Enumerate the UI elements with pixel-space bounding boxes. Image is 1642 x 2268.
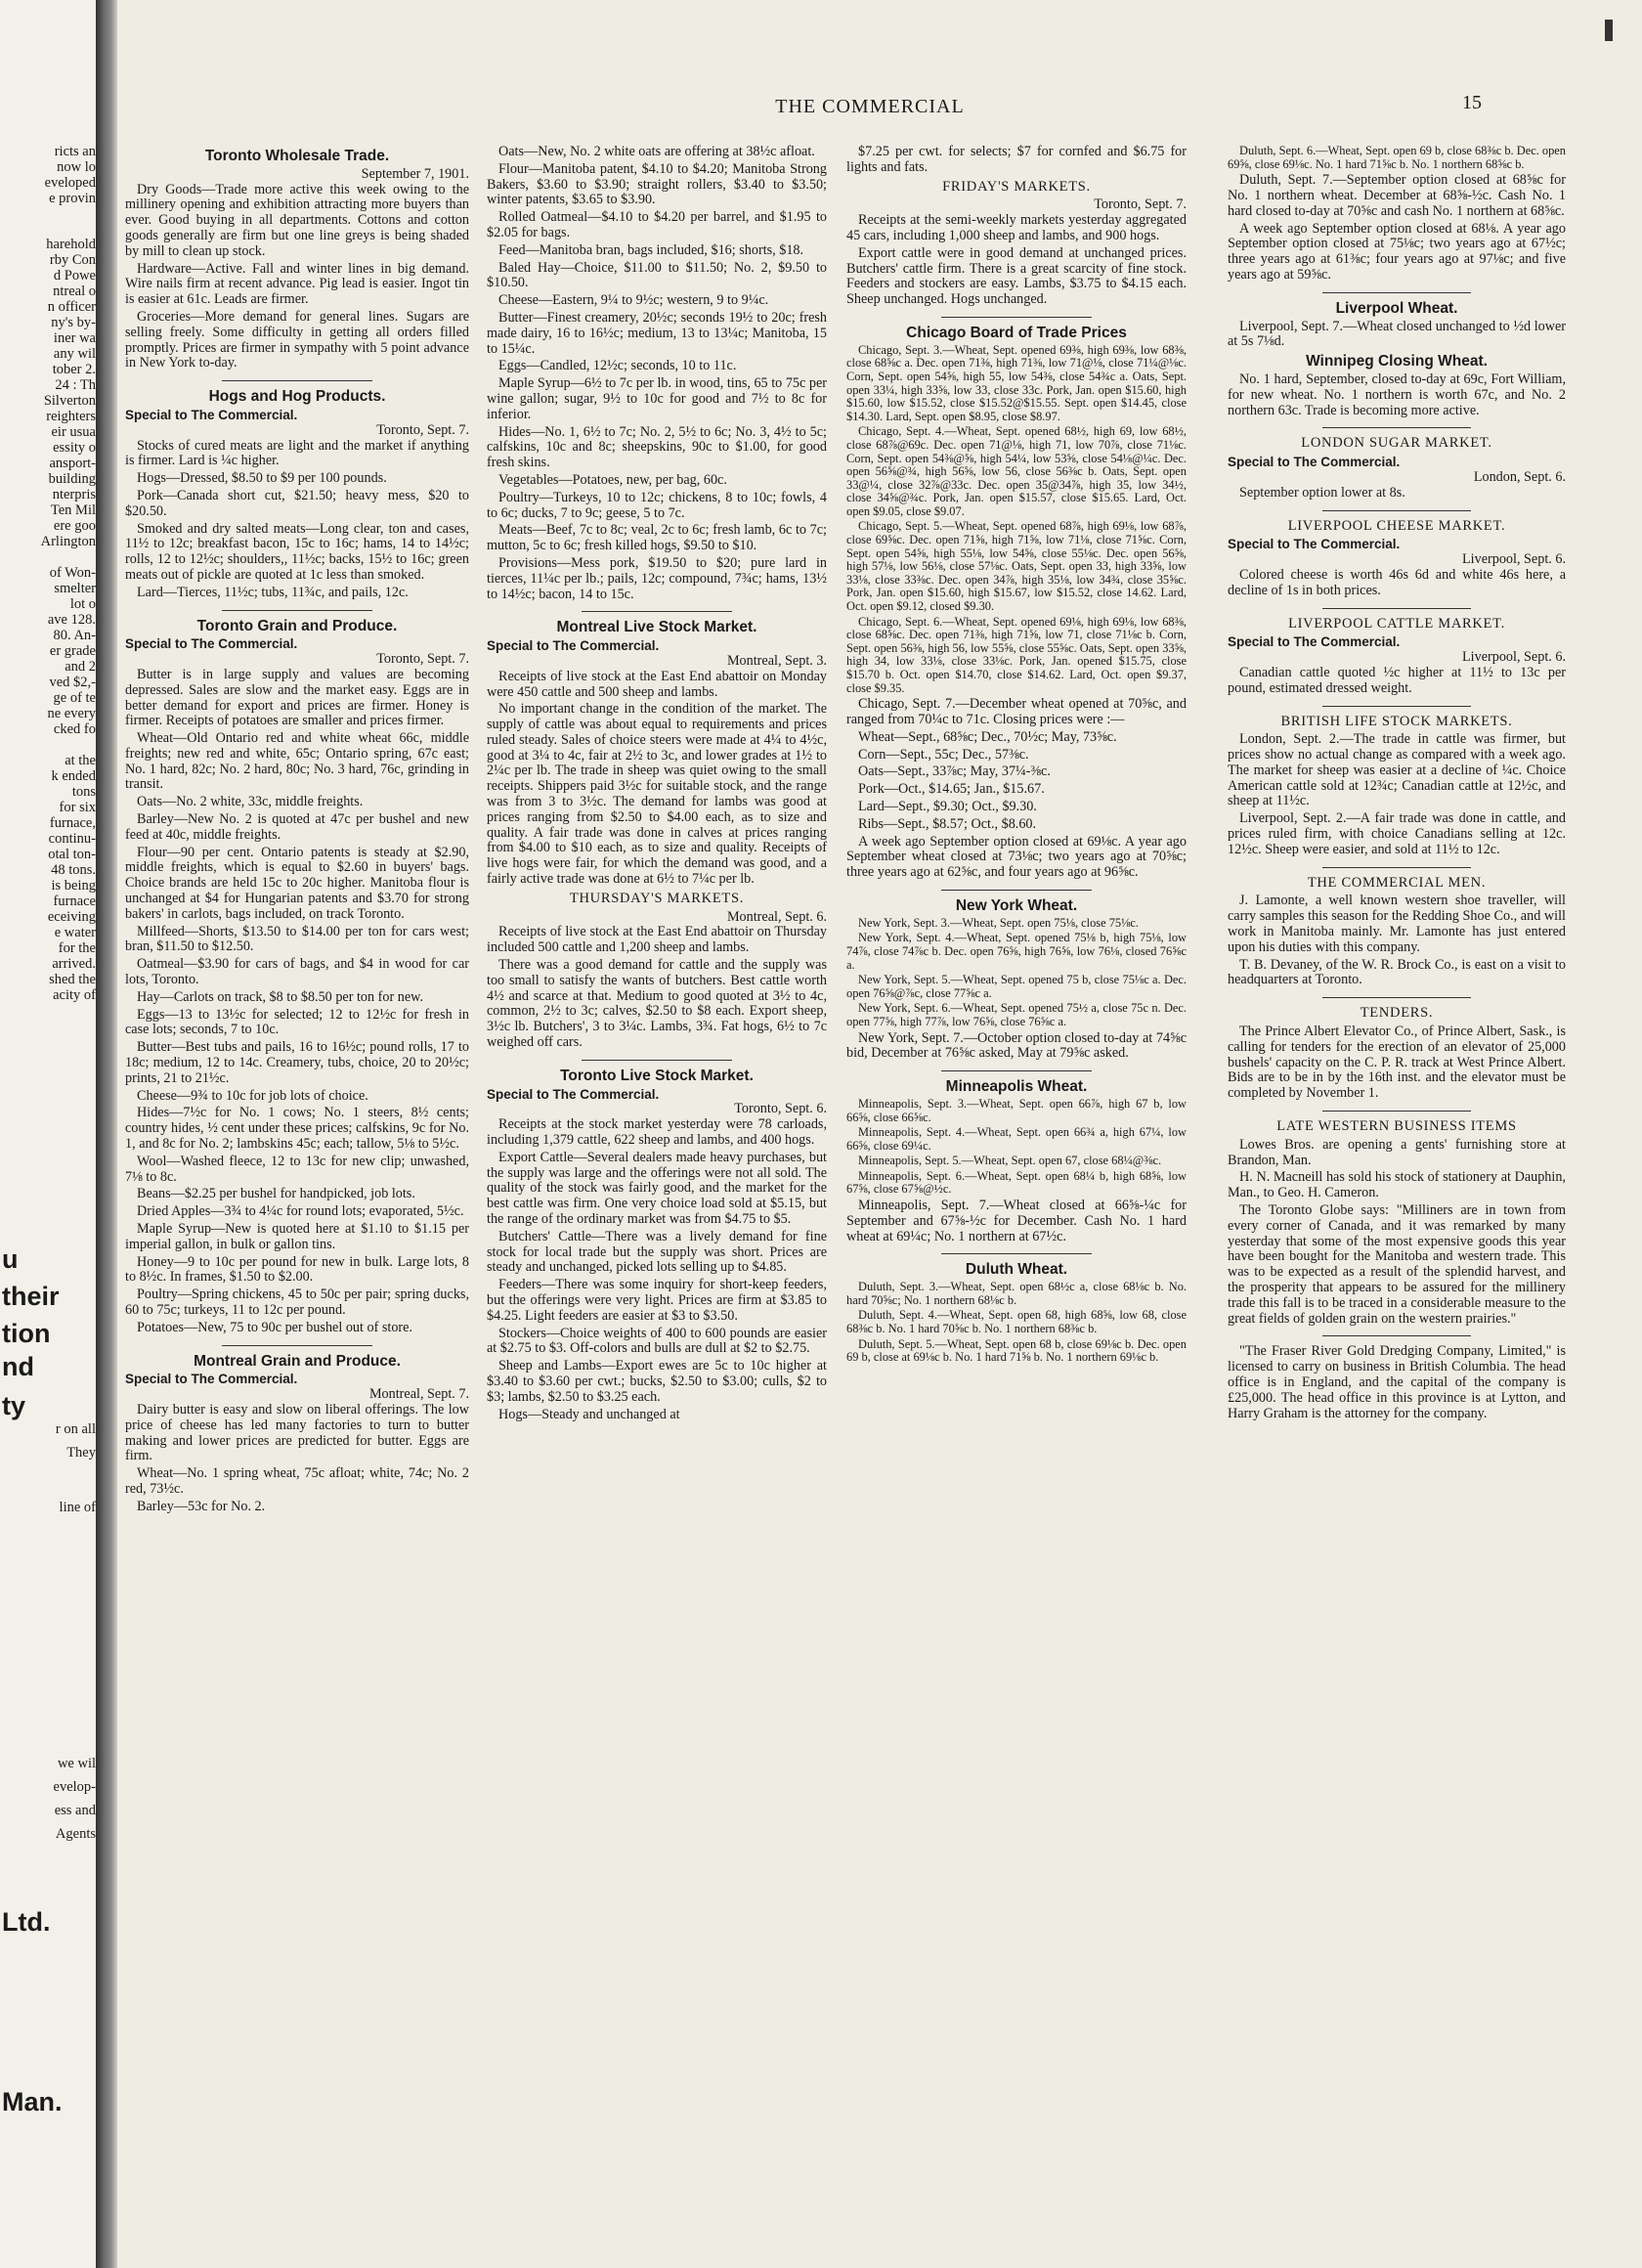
paragraph: Flour—90 per cent. Ontario patents is steady at $2.90, middle freights, which is equal to $2.60 in buyers' bags. Choice brands are held 15c to 20c higher. Manitoba flour is unchanged at $4 for Hungarian patents and $3.70 for strong bakers' in carlots, bags included, on track Toronto.	[125, 844, 469, 922]
strip-text-line: line of	[59, 1500, 96, 1515]
strip-text-line: ricts an	[54, 144, 96, 159]
strip-ad-text: nd	[2, 1352, 34, 1381]
strip-text-line: is being	[51, 878, 96, 894]
dateline: Toronto, Sept. 7.	[376, 651, 469, 668]
paragraph: Pork—Canada short cut, $21.50; heavy mess, $20 to $20.50.	[125, 487, 469, 519]
paragraph: Pork—Oct., $14.65; Jan., $15.67.	[858, 781, 1045, 798]
strip-text-line: furnace	[53, 894, 96, 909]
dateline: September 7, 1901.	[361, 165, 469, 182]
paragraph: Barley—53c for No. 2.	[137, 1498, 266, 1514]
special-line: Special to The Commercial.	[1228, 537, 1401, 552]
paragraph: Butter—Best tubs and pails, 16 to 16½c; pound rolls, 17 to 18c; medium, 12 to 14c. Creamery, tubs, choice, 20 to 20½c; prints, 21 to 21½c.	[125, 1039, 469, 1086]
column-3	[846, 145, 1187, 2232]
section-heading: Liverpool Wheat.	[1335, 299, 1458, 317]
section-heading: New York Wheat.	[955, 896, 1078, 914]
strip-text-line: smelter	[54, 581, 96, 596]
paragraph: Cheese—Eastern, 9¼ to 9½c; western, 9 to 9¼c.	[498, 292, 769, 309]
strip-text-line: tober 2.	[52, 362, 96, 377]
paragraph: Stockers—Choice weights of 400 to 600 pounds are easier at $2.75 to $3. Off-colors and bulls are dull at $2 to $2.75.	[487, 1325, 827, 1357]
dateline: Montreal, Sept. 6.	[726, 908, 827, 925]
market-quote: Duluth, Sept. 6.—Wheat, Sept. open 69 b, close 68⅜c b. Dec. open 69⅝, close 69⅛c. No. 1 hard 71⅝c b. No. 1 northern 68⅝c b.	[1228, 145, 1566, 171]
strip-text-line: at the	[65, 753, 96, 768]
paragraph: Hogs—Steady and unchanged at	[498, 1406, 680, 1422]
paragraph: Hides—No. 1, 6½ to 7c; No. 2, 5½ to 6c; No. 3, 4½ to 5c; calfskins, 10c and 8c; sheepskins, 90c to $1.00, for good fresh skins.	[487, 423, 827, 471]
strip-text-line: Silverton	[43, 393, 96, 409]
paragraph: A week ago September option closed at 69⅛c. A year ago September wheat closed at 73⅛c; two years ago at 70⅝c; three years ago at 62⅝c, and four years ago at 96⅝c.	[846, 833, 1187, 881]
paragraph: H. N. Macneill has sold his stock of stationery at Dauphin, Man., to Geo. H. Cameron.	[1228, 1169, 1566, 1201]
paragraph: Groceries—More demand for general lines. Sugars are selling freely. Some difficulty in getting all orders filled promptly. Prices are firmer in sympathy with 5 point advance in New York to-day.	[125, 308, 469, 371]
dateline: Toronto, Sept. 7.	[376, 421, 469, 438]
strip-text-line: evelop-	[53, 1779, 96, 1795]
section-heading: Duluth Wheat.	[965, 1261, 1068, 1279]
binding-gutter	[96, 0, 117, 2268]
market-quote: Minneapolis, Sept. 3.—Wheat, Sept. open 66⅞, high 67 b, low 66⅝, close 66⅝c.	[846, 1096, 1187, 1124]
paragraph: September option lower at 8s.	[1239, 484, 1405, 501]
strip-text-line: for six	[59, 800, 96, 815]
section-divider	[1322, 1335, 1471, 1336]
special-line: Special to The Commercial.	[487, 638, 660, 654]
dateline: London, Sept. 6.	[1473, 468, 1566, 485]
special-line: Special to The Commercial.	[1228, 634, 1401, 650]
section-divider	[222, 1345, 373, 1346]
strip-text-line: ved $2,-	[49, 675, 96, 690]
section-heading: Hogs and Hog Products.	[208, 388, 386, 406]
section-divider	[1322, 867, 1471, 868]
paragraph: Poultry—Turkeys, 10 to 12c; chickens, 8 to 10c; fowls, 4 to 6c; ducks, 7 to 9c; geese, 5 to 7c.	[487, 489, 827, 521]
section-divider	[222, 380, 373, 381]
page-title: THE COMMERCIAL	[775, 96, 965, 117]
strip-text-line: er grade	[49, 643, 96, 659]
section-heading: FRIDAY'S MARKETS.	[942, 178, 1091, 195]
paragraph: A week ago September option closed at 68⅛. A year ago September option closed at 75⅛c; two years ago at 67½c; three years ago at 61⅜c; four years ago at 97⅛c; and five years ago at 59⅝c.	[1228, 220, 1566, 283]
special-line: Special to The Commercial.	[125, 1372, 298, 1387]
paragraph: Hides—7½c for No. 1 cows; No. 1 steers, 8½ cents; country hides, ½ cent under these prices; calfskins, 9c for No. 1, and 8c for No. 2; lambskins 45c; each; tallow, 5⅛ to 5½c.	[125, 1105, 469, 1153]
paragraph: Millfeed—Shorts, $13.50 to $14.00 per ton for cars west; bran, $11.50 to $12.50.	[125, 923, 469, 955]
strip-ad-text: u	[2, 1244, 19, 1274]
special-line: Special to The Commercial.	[487, 1086, 660, 1102]
dateline: Liverpool, Sept. 6.	[1462, 551, 1566, 568]
section-divider	[941, 1070, 1091, 1071]
market-quote: Chicago, Sept. 3.—Wheat, Sept. opened 69⅜, high 69⅜, low 68⅜, close 68⅝c a. Dec. open 71⅜, high 71⅜, low 71@⅛, close 71¼@⅛c. Corn, Sept. open 54⅝, high 55, low 54⅜, close 54¾c a. Oats, Sept. open 33¼, high 33⅝, low 33, close 33c. Pork, Jan. open $15.60, high $15.60, low $15.52, close $15.52@$15.55. Sept. open $14.45, close $14.30. Lard, Sept. open $8.95, close $8.97.	[846, 342, 1187, 423]
paragraph: Butter is in large supply and values are becoming depressed. Sales are slow and the market easy. Eggs are in better demand for export and prices are firmer. Honey is firmer. Receipts of potatoes are smaller and prices firmer.	[125, 666, 469, 729]
strip-text-line: ge of te	[53, 690, 96, 706]
market-quote: Minneapolis, Sept. 4.—Wheat, Sept. open 66¾ a, high 67¼, low 66⅝, close 69¼c.	[846, 1125, 1187, 1153]
strip-text-line: iner wa	[53, 330, 96, 346]
section-heading: LIVERPOOL CHEESE MARKET.	[1287, 517, 1506, 534]
section-heading: Montreal Live Stock Market.	[556, 619, 757, 636]
paragraph: T. B. Devaney, of the W. R. Brock Co., is east on a visit to headquarters at Toronto.	[1228, 956, 1566, 988]
section-heading: LONDON SUGAR MARKET.	[1301, 435, 1492, 452]
strip-text-line: k ended	[51, 768, 96, 784]
paragraph: Chicago, Sept. 7.—December wheat opened at 70⅝c, and ranged from 70¼c to 71c. Closing prices were :—	[846, 696, 1187, 727]
strip-text-line: cked fo	[53, 721, 96, 737]
strip-text-line: lot o	[69, 596, 96, 612]
paragraph: Receipts of live stock at the East End abattoir on Monday were 450 cattle and 500 sheep and lambs.	[487, 668, 827, 700]
strip-text-line: now lo	[57, 159, 96, 175]
paragraph: Feeders—There was some inquiry for short-keep feeders, but the offerings were very light. Prices are firm at $3.85 to $4.25. Light feeders are easier at $3 to $3.50.	[487, 1277, 827, 1324]
paragraph: Export Cattle—Several dealers made heavy purchases, but the supply was large and the offerings were not all sold. The quality of the stock was fairly good, and the market for the best cattle was firm. One very choice load sold at $5.15, but the range of the ordinary market was from $4.75 to $5.	[487, 1149, 827, 1227]
strip-text-line: furnace,	[49, 815, 96, 831]
strip-text-line: essity o	[53, 440, 96, 456]
strip-text-line: nterpris	[52, 487, 96, 502]
strip-text-line: 48 tons.	[51, 862, 96, 878]
page-number: 15	[1462, 92, 1482, 113]
paragraph: Maple Syrup—6½ to 7c per lb. in wood, tins, 65 to 75c per wine gallon; sugar, 9½ to 10c for good and 7½ to 8c for inferior.	[487, 375, 827, 422]
adjacent-page-strip	[0, 0, 97, 2268]
paragraph: No important change in the condition of the market. The supply of cattle was about equal to requirements and prices ruled steady. Sales of choice steers were made at 4¼ to 4½c, good at 3¼ to 4c, fair at 2½ to 3c, and lower grades at 1½ to 2¼c per lb. The trade in sheep was quiet owing to the small receipts. Shippers paid 3½c for suitable stock, and the range was from 3 to 3½c. The demand for lambs was good at prices ranging from $2.50 to $4.00 each, as to size and quality. A fair trade was done in calves at prices ranging from $4.00 to $10 each, as to size and quality. Receipts of live hogs were fair, for which the demand was good, and a fairly active trade was done at 6½ to 7¼c per lb.	[487, 701, 827, 888]
paragraph: Colored cheese is worth 46s 6d and white 46s here, a decline of 1s in both prices.	[1228, 566, 1566, 598]
strip-text-line: arrived.	[52, 956, 96, 972]
market-quote: New York, Sept. 6.—Wheat, Sept. opened 75½ a, close 75c n. Dec. open 77⅝, high 77⅞, low 76⅝, close 76⅝c a.	[846, 1001, 1187, 1028]
strip-text-line: we wil	[57, 1756, 96, 1771]
dateline: Liverpool, Sept. 6.	[1462, 649, 1566, 666]
section-divider	[1322, 997, 1471, 998]
strip-text-line: rby Con	[49, 252, 96, 268]
paragraph: Ribs—Sept., $8.57; Oct., $8.60.	[858, 815, 1037, 832]
strip-text-line: ntreal o	[53, 284, 96, 299]
strip-ad-text: Man.	[2, 2087, 63, 2116]
paragraph: Export cattle were in good demand at unchanged prices. Butchers' cattle firm. There is a great scarcity of fine stock. Feeders and stockers are easy. Lambs, $3.75 to $4.15 each. Sheep unchanged. Hogs unchanged.	[846, 244, 1187, 308]
strip-text-line: d Powe	[53, 268, 96, 284]
paragraph: Receipts at the semi-weekly markets yesterday aggregated 45 cars, including 1,000 sheep and lambs, and 900 hogs.	[846, 212, 1187, 243]
paragraph: Smoked and dry salted meats—Long clear, ton and cases, 11½ to 12c; breakfast bacon, 15c to 16c; hams, 14 to 14½c; rolls, 12 to 12½c; shoulders,, 11½c; backs, 15½ to 16c; green meats out of pickle are quoted at 1c less than smoked.	[125, 520, 469, 583]
strip-ad-text: their	[2, 1282, 60, 1311]
paragraph: Maple Syrup—New is quoted here at $1.10 to $1.15 per imperial gallon, in bulk or gallon tins.	[125, 1221, 469, 1252]
strip-text-line: any wil	[53, 346, 96, 362]
section-divider	[1322, 706, 1471, 707]
section-heading: Minneapolis Wheat.	[945, 1078, 1088, 1096]
section-heading: Toronto Live Stock Market.	[560, 1067, 754, 1084]
paragraph: Provisions—Mess pork, $19.50 to $20; pure lard in tierces, 11¼c per lb.; pails, 12c; compound, 7¾c; hams, 13½ to 14½c; bacon, 14 to 15c.	[487, 554, 827, 602]
dateline: Toronto, Sept. 7.	[1094, 196, 1187, 213]
strip-text-line: eveloped	[44, 175, 96, 191]
column-2	[487, 145, 827, 2232]
paragraph: Wheat—Sept., 68⅝c; Dec., 70½c; May, 73⅝c.	[858, 728, 1117, 745]
paragraph: London, Sept. 2.—The trade in cattle was firmer, but prices show no actual change as compared with a week ago. The market for sheep was easier at a decline of ¼c. Choice American cattle sold at 12¾c; Canadian cattle at 12½c, and sheep at 11½c.	[1228, 731, 1566, 809]
strip-text-line: r on all	[55, 1421, 96, 1437]
section-divider	[582, 1060, 731, 1061]
section-heading: Chicago Board of Trade Prices	[906, 324, 1127, 341]
section-divider	[582, 611, 731, 612]
special-line: Special to The Commercial.	[125, 636, 298, 652]
crop-mark	[1605, 20, 1613, 41]
section-heading: Montreal Grain and Produce.	[194, 1352, 401, 1370]
section-divider	[941, 1253, 1091, 1254]
strip-text-line: building	[48, 471, 96, 487]
strip-text-line: shed the	[49, 972, 96, 987]
strip-ad-text: tion	[2, 1319, 51, 1348]
paragraph: Dry Goods—Trade more active this week owing to the millinery opening and exhibition attracting more buyers than ever. Good buying in all departments. Cottons and cotton goods generally are firm but one line greys is being shaded by mill to clean up stock.	[125, 181, 469, 259]
paragraph: Eggs—Candled, 12½c; seconds, 10 to 11c.	[498, 358, 737, 374]
paragraph: Barley—New No. 2 is quoted at 47c per bushel and new feed at 40c, middle freights.	[125, 811, 469, 843]
paragraph: New York, Sept. 7.—October option closed to-day at 74⅝c bid, December at 76⅝c asked, May at 79⅝c asked.	[846, 1029, 1187, 1062]
paragraph: Wheat—Old Ontario red and white wheat 66c, middle freights; new red and white, 65c; Ontario spring, 67c east; No. 1 hard, 82c; No. 2 hard, 80c; No. 3 hard, 76c, grinding in transit.	[125, 730, 469, 793]
strip-text-line: ess and	[54, 1803, 96, 1818]
dateline: Toronto, Sept. 6.	[734, 1101, 827, 1117]
paragraph: "The Fraser River Gold Dredging Company, Limited," is licensed to carry on business in British Columbia. The head office is in England, and the capital of the company is £25,000. The head office in this province is at Lytton, and Harry Graham is the attorney for the company.	[1228, 1343, 1566, 1421]
paragraph: Stocks of cured meats are light and the market if anything is firmer. Lard is ¼c higher.	[125, 437, 469, 469]
paragraph: Butchers' Cattle—There was a lively demand for fine stock for local trade but the supply was short. Prices are steady and unchanged, picked lots selling up to $4.85.	[487, 1228, 827, 1276]
market-quote: New York, Sept. 5.—Wheat, Sept. opened 75 b, close 75⅛c a. Dec. open 76⅝@⅞c, close 77⅝c a.	[846, 973, 1187, 1000]
special-line: Special to The Commercial.	[125, 407, 298, 422]
strip-ad-text: Ltd.	[2, 1907, 51, 1937]
section-divider	[1322, 1111, 1471, 1112]
paragraph: Wheat—No. 1 spring wheat, 75c afloat; white, 74c; No. 2 red, 73½c.	[125, 1465, 469, 1497]
special-line: Special to The Commercial.	[1228, 455, 1401, 470]
column-1	[125, 145, 469, 2232]
market-quote: Chicago, Sept. 6.—Wheat, Sept. opened 69⅛, high 69⅛, low 68⅜, close 68⅝c. Dec. open 71⅜, high 71⅝, low 71, close 71⅛c b. Corn, Sept. open 56⅜, high 56, low 55⅝, close 55⅝c. Oats, Sept. open 33⅝, high 34, low 33⅛, close 33⅛c. Pork, Jan. opened $15.75, close $15.70 b. Oct. open $14.70, close $14.62. Lard, Oct. open $9.37, close $9.35.	[846, 614, 1187, 695]
paragraph: Liverpool, Sept. 2.—A fair trade was done in cattle, and prices ruled firm, with choice Canadians selling at 12c. 12½c. Sheep were easier, and sold at 11½ to 12c.	[1228, 810, 1566, 857]
paragraph: Wool—Washed fleece, 12 to 13c for new clip; unwashed, 7⅛ to 8c.	[125, 1153, 469, 1185]
paragraph: Canadian cattle quoted ½c higher at 11½ to 13c per pound, estimated dressed weight.	[1228, 664, 1566, 696]
paragraph: Potatoes—New, 75 to 90c per bushel out of store.	[137, 1319, 412, 1335]
dateline: Montreal, Sept. 3.	[726, 652, 827, 669]
section-heading: Toronto Grain and Produce.	[196, 617, 398, 634]
strip-text-line: and 2	[65, 659, 96, 675]
strip-text-line: They	[66, 1445, 96, 1461]
strip-text-line: reighters	[46, 409, 96, 424]
paragraph: Baled Hay—Choice, $11.00 to $11.50; No. 2, $9.50 to $10.50.	[487, 259, 827, 291]
strip-text-line: eceiving	[47, 909, 96, 925]
market-quote: Chicago, Sept. 5.—Wheat, Sept. opened 68⅞, high 69⅛, low 68⅞, close 69⅝c. Dec. open 71⅝, high 71⅝, low 71⅛, close 71⅝c. Corn, Sept. open 54⅝, high 55⅛, low 54⅝, close 55⅛c. Dec. open 56⅝, high 57⅛, low 56⅛, close 57⅛c. Oats, Sept. open 33, high 33⅝, low 33⅛, close 33⅜c. Dec. open 34⅞, high 35⅛, low 34¾, close 35⅝c. Pork, Jan. open $15.60, high $15.67, low $15.52, close 14.62. Lard, Oct. open $9.12, closed $9.30.	[846, 519, 1187, 614]
section-heading: LATE WESTERN BUSINESS ITEMS	[1276, 1118, 1517, 1135]
paragraph: The Toronto Globe says: "Milliners are in town from every corner of Canada, and it was remarked by many yesterday that some of the most expensive goods this year have been bought for the Manitoba and western trade. This was to be expected as a result of the splendid harvest, and the prosperity that appears to be assured for the millinery trade this fall is to be traced in a considerable measure to the great fields of golden grain on the western prairies."	[1228, 1202, 1566, 1327]
section-heading: THE COMMERCIAL MEN.	[1307, 874, 1487, 891]
market-quote: Duluth, Sept. 4.—Wheat, Sept. open 68, high 68⅝, low 68, close 68⅜c b. No. 1 hard 70⅝c b. No. 1 northern 68⅜c b.	[846, 1308, 1187, 1336]
column-4	[1228, 145, 1566, 2232]
section-divider	[1322, 427, 1471, 428]
paragraph: Flour—Manitoba patent, $4.10 to $4.20; Manitoba Strong Bakers, $3.60 to $3.90; straight rollers, $3.40 to $3.50; winter patents, $3.65 to $3.90.	[487, 160, 827, 208]
strip-text-line: 80. An-	[53, 628, 96, 643]
section-heading: Winnipeg Closing Wheat.	[1306, 353, 1488, 371]
paragraph: Oats—Sept., 33⅞c; May, 37¼-⅜c.	[858, 763, 1051, 780]
section-divider	[222, 610, 373, 611]
paragraph: There was a good demand for cattle and the supply was too small to satisfy the wants of butchers. Best cattle worth 4½ and scarce at that. Medium to good quoted at 3½ to 4c, common, 2½ to 3c; calves, $2.50 to $8 each. Export sheep, 3½c lb. Butchers', 3 to 3¼c. Lambs, 3¾. Fat hogs, 6½ to 7c weighed off cars.	[487, 957, 827, 1051]
strip-text-line: continu-	[48, 831, 96, 847]
section-divider	[1322, 292, 1471, 293]
paragraph: Eggs—13 to 13½c for selected; 12 to 12½c for fresh in case lots; seconds, 7 to 10c.	[125, 1006, 469, 1038]
strip-text-line: ne every	[47, 706, 96, 721]
market-quote: Duluth, Sept. 3.—Wheat, Sept. open 68½c a, close 68⅛c b. No. hard 70⅝c; No. 1 northern 68⅛c b.	[846, 1280, 1187, 1307]
strip-text-line: Agents	[55, 1826, 96, 1842]
strip-text-line: of Won-	[49, 565, 96, 581]
market-quote: Chicago, Sept. 4.—Wheat, Sept. opened 68½, high 69, low 68½, close 68⅞@69c. Dec. open 71@⅛, high 71, low 70⅞, close 71⅛c. Corn, Sept. open 54⅜@⅝, high 54¼, low 53⅝, close 54⅛@¼c. Dec. open 56⅝@¾, high 56⅝, low 56, close 56⅜c b. Oats, Sept. open 33@¼, close 32⅞@33c. Dec. open 35@34⅞, high 35, low 34½, close 34⅝@¾c. Pork, Jan. open $15.57, close $15.65. Lard, Oct. open $9.05, close $9.07.	[846, 424, 1187, 518]
paragraph: Liverpool, Sept. 7.—Wheat closed unchanged to ½d lower at 5s 7⅛d.	[1228, 318, 1566, 350]
strip-text-line: n officer	[47, 299, 96, 315]
section-heading: LIVERPOOL CATTLE MARKET.	[1288, 615, 1505, 632]
paragraph: Lard—Tierces, 11½c; tubs, 11¾c, and pails, 12c.	[137, 584, 409, 600]
section-heading: BRITISH LIFE STOCK MARKETS.	[1280, 713, 1513, 729]
paragraph: Butter—Finest creamery, 20½c; seconds 19½ to 20c; fresh made dairy, 16 to 16½c; medium, 13 to 13¼c; Manitoba, 15 to 15¼c.	[487, 309, 827, 357]
paragraph: Oatmeal—$3.90 for cars of bags, and $4 in wood for car lots, Toronto.	[125, 956, 469, 988]
section-heading: TENDERS.	[1360, 1005, 1434, 1022]
paragraph: Beans—$2.25 per bushel for handpicked, job lots.	[137, 1186, 415, 1202]
market-quote: Minneapolis, Sept. 5.—Wheat, Sept. open 67, close 68¼@⅜c.	[858, 1154, 1162, 1168]
market-quote: New York, Sept. 4.—Wheat, Sept. opened 75⅛ b, high 75⅛, low 74⅞, close 74⅞c b. Dec. open 76⅝, high 76⅝, low 76⅛, closed 76⅝c a.	[846, 931, 1187, 972]
strip-text-line: ansport-	[49, 456, 96, 471]
section-heading: THURSDAY'S MARKETS.	[569, 890, 745, 906]
paragraph: Meats—Beef, 7c to 8c; veal, 2c to 6c; fresh lamb, 6c to 7c; mutton, 5c to 6c; fresh killed hogs, $9.50 to $10.	[487, 522, 827, 554]
section-heading: Toronto Wholesale Trade.	[204, 148, 390, 164]
paragraph: Corn—Sept., 55c; Dec., 57⅜c.	[858, 746, 1029, 763]
strip-text-line: ave 128.	[47, 612, 96, 628]
paragraph: J. Lamonte, a well known western shoe traveller, will carry samples this season for the Redding Shoe Co., and will work in Manitoba mainly. Mr. Lamonte has just entered upon his duties with this company.	[1228, 893, 1566, 955]
paragraph: Hay—Carlots on track, $8 to $8.50 per ton for new.	[137, 988, 424, 1005]
paragraph: Cheese—9¾ to 10c for job lots of choice.	[137, 1087, 368, 1104]
section-divider	[941, 890, 1091, 891]
paragraph: Hardware—Active. Fall and winter lines in big demand. Wire nails firm at recent advance. Pig lead is easier. Ingot tin is easier at 61c. Leads are firmer.	[125, 260, 469, 308]
section-divider	[1322, 510, 1471, 511]
dateline: Montreal, Sept. 7.	[368, 1386, 469, 1403]
paragraph: Lard—Sept., $9.30; Oct., $9.30.	[858, 798, 1037, 814]
paragraph: Honey—9 to 10c per pound for new in bulk. Large lots, 8 to 8½c. In frames, $1.50 to $2.00.	[125, 1253, 469, 1286]
paragraph: Minneapolis, Sept. 7.—Wheat closed at 66⅝-¼c for September and 67⅝-½c for December. Cash No. 1 hard wheat at 69¼c; No. 1 northern at 67½c.	[846, 1198, 1187, 1244]
strip-text-line: acity of	[53, 987, 96, 1003]
section-divider	[1322, 608, 1471, 609]
paragraph: Sheep and Lambs—Export ewes are 5c to 10c higher at $3.40 to $3.60 per cwt.; bucks, $2.50 to $3.00; culls, $2 to $3; lambs, $2.50 to $3.25 each.	[487, 1358, 827, 1405]
paragraph: The Prince Albert Elevator Co., of Prince Albert, Sask., is calling for tenders for the erection of an elevator of 25,000 bushels' capacity on the C. P. R. track at West Prince Albert. Bids are to be in by the 16th inst. and the elevator must be completed by November 1.	[1228, 1024, 1566, 1102]
strip-text-line: ere goo	[53, 518, 96, 534]
paragraph: Hogs—Dressed, $8.50 to $9 per 100 pounds.	[137, 470, 387, 487]
strip-text-line: eir usua	[51, 424, 96, 440]
section-divider	[941, 317, 1091, 318]
paragraph: Rolled Oatmeal—$4.10 to $4.20 per barrel, and $1.95 to $2.05 for bags.	[487, 209, 827, 240]
paragraph: Oats—No. 2 white, 33c, middle freights.	[137, 794, 364, 810]
paragraph: Feed—Manitoba bran, bags included, $16; shorts, $18.	[498, 241, 804, 258]
paragraph: $7.25 per cwt. for selects; $7 for cornfed and $6.75 for lights and fats.	[846, 145, 1187, 175]
paragraph: Duluth, Sept. 7.—September option closed at 68⅝c for No. 1 northern wheat. December at 68⅝-½c. Cash No. 1 hard closed to-day at 70⅝c and cash No. 1 northern at 68⅝c.	[1228, 172, 1566, 219]
strip-text-line: Ten Mil	[50, 502, 96, 518]
market-quote: Duluth, Sept. 5.—Wheat, Sept. open 68 b, close 69⅛c b. Dec. open 69 b, close at 69⅛c b. No. 1 hard 71⅝ b. No. 1 northern 69⅛c b.	[846, 1336, 1187, 1365]
market-quote: New York, Sept. 3.—Wheat, Sept. open 75⅛, close 75⅛c.	[858, 915, 1140, 930]
paragraph: Lowes Bros. are opening a gents' furnishing store at Brandon, Man.	[1228, 1136, 1566, 1168]
strip-text-line: e water	[54, 925, 96, 940]
paragraph: No. 1 hard, September, closed to-day at 69c, Fort William, for new wheat. No. 1 northern is worth 67c, and No. 2 northern 63c. Trade is becoming more active.	[1228, 371, 1566, 418]
paragraph: Vegetables—Potatoes, new, per bag, 60c.	[498, 471, 727, 488]
strip-text-line: Arlington	[40, 534, 96, 549]
strip-text-line: ny's by-	[51, 315, 96, 330]
paragraph: Receipts at the stock market yesterday were 78 carloads, including 1,379 cattle, 622 sheep and lambs, and 400 hogs.	[487, 1116, 827, 1149]
strip-text-line: for the	[58, 940, 96, 956]
strip-text-line: otal ton-	[48, 847, 96, 862]
strip-ad-text: ty	[2, 1391, 26, 1420]
paragraph: Oats—New, No. 2 white oats are offering at 38½c afloat.	[498, 145, 815, 159]
strip-text-line: e provin	[49, 191, 96, 206]
market-quote: Minneapolis, Sept. 6.—Wheat, Sept. open 68¼ b, high 68⅝, low 67⅝, close 67⅝@½c.	[846, 1168, 1187, 1197]
paragraph: Poultry—Spring chickens, 45 to 50c per pair; spring ducks, 60 to 75c; turkeys, 11 to 12c per pound.	[125, 1287, 469, 1318]
paragraph: Receipts of live stock at the East End abattoir on Thursday included 500 cattle and 1,200 sheep and lambs.	[487, 924, 827, 956]
paragraph: Dried Apples—3¾ to 4¼c for round lots; evaporated, 5½c.	[137, 1203, 464, 1220]
strip-text-line: 24 : Th	[55, 377, 96, 393]
paragraph: Dairy butter is easy and slow on liberal offerings. The low price of cheese has led many factories to turn to butter making and lower prices are predicted for butter. Eggs are firm.	[125, 1401, 469, 1464]
strip-text-line: harehold	[46, 237, 96, 252]
strip-text-line: tons	[71, 784, 96, 800]
